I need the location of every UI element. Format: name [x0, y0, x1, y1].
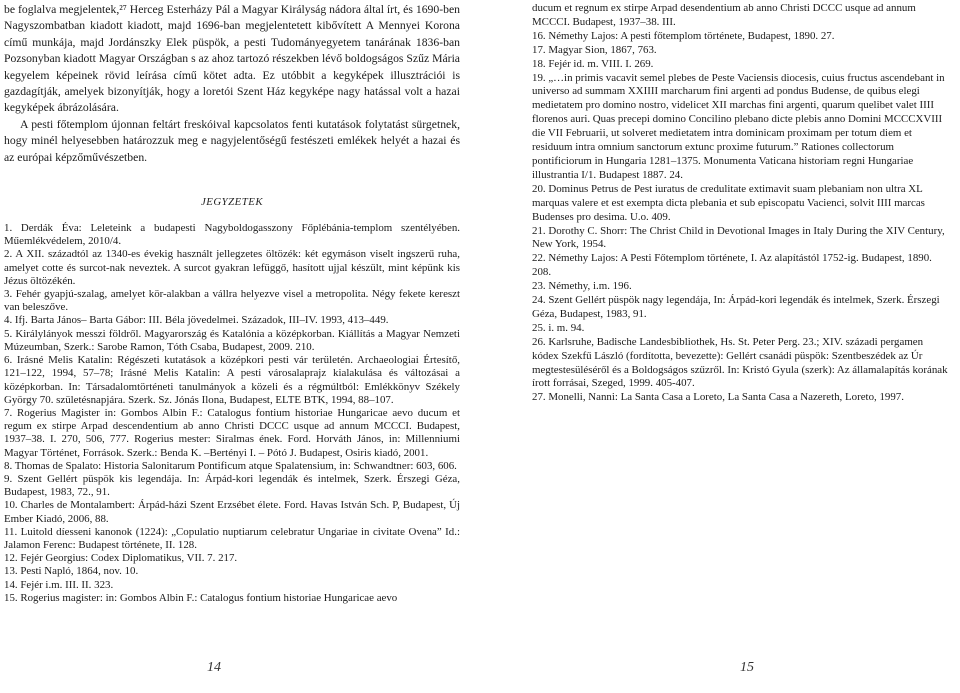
- note-item: 13. Pesti Napló, 1864, nov. 10.: [4, 565, 139, 578]
- body-paragraph-2: A pesti főtemplom újonnan feltárt freskóival kapcsolatos fenti kutatások folytatást sürgetnek, hogy minél helyesebben határozzuk meg e nagyjelentőségű festészeti emlékek helyét a hazai és az európai képzőművészetben.: [4, 117, 460, 164]
- note-item: 20. Dominus Petrus de Pest iuratus de credulitate extimavit suam plebaniam non ultra XL marquas valere et est exempta dicta plebania et sub episcopatu Vacienci, solvit IIII marcas Budenses pro desima. U.o. 409.: [532, 182, 925, 223]
- note-item: 27. Monelli, Nanni: La Santa Casa a Loreto, La Santa Casa a Nazereth, Loreto, 1997.: [532, 391, 904, 404]
- note-item: 24. Szent Gellért püspök nagy legendája, In: Árpád-kori legendák és intelmek, Szerk. Érszegi Géza, Budapest, 1983, 91.: [532, 294, 940, 320]
- notes-list-right: [532, 2, 950, 405]
- note-item: 8. Thomas de Spalato: Historia Salonitarum Pontificum atque Spalatensium, in: Schwandtner: 603, 606.: [4, 459, 457, 472]
- note-item: 18. Fejér id. m. VIII. I. 269.: [532, 57, 654, 70]
- note-item: 15. Rogerius magister: in: Gombos Albin F.: Catalogus fontium historiae Hungaricae aevo: [4, 591, 398, 604]
- note-item: ducum et regnum ex stirpe Arpad desendentium ab anno Christi DCCC usque ad annum MCCCI. Budapest, 1937–38. III.: [532, 2, 916, 28]
- note-item: 9. Szent Gellért püspök kis legendája. In: Árpád-kori legendák és intelmek, Szerk. Érszegi Géza, Budapest, 1983, 72., 91.: [4, 472, 460, 499]
- right-page: [480, 0, 960, 693]
- note-item: 4. Ifj. Barta János– Barta Gábor: III. Béla jövedelmei. Századok, III–IV. 1993, 413–449.: [4, 314, 389, 327]
- note-item: 3. Fehér gyapjú-szalag, amelyet kör-alakban a vállra helyezve visel a metropolita. Négy fekete kereszt van beleszőve.: [4, 288, 460, 314]
- body-paragraph-1: be foglalva megjelentek,²⁷ Herceg Esterházy Pál a Magyar Királyság nádora által írt, és 1690-ben Nagyszombatban kiadott kiadott, majd 1696-ban megjelentetett kibővített A Mennyei Korona című munkája, majd Jordánszky Elek püspök, a pesti Tudományegyetem tanárának 1836-ban Pozsonyban kiadott Magyar Országban s az ahoz tartozó részekben lévő boldogságos Szűz Mária kegyelem képeinek rövid leírása című kötet adta. Ez utóbbit a kegyképek illusztrációi is gazdagítják, amelyek bizonyítják, hogy a loretói Szent Ház kegyképe nagy hatással volt a hazai kegyképek ábrázolására.: [4, 3, 460, 115]
- note-item: 22. Némethy Lajos: A Pesti Főtemplom története, I. Az alapítástól 1752-ig. Budapest, 1890. 208.: [532, 252, 932, 279]
- notes-heading: JEGYZETEK: [200, 196, 264, 209]
- note-item: 1. Derdák Éva: Leleteink a budapesti Nagyboldogasszony Főplébánia-templom szentélyében. Műemlékvédelem, 2010/4.: [4, 222, 460, 248]
- note-item: 19. „…in primis vacavit semel plebes de Peste Vaciensis diocesis, cuius fructus ascendebant in universo ad summam XXIIII marcharum fini argenti ad pondus Budense, de quibus elegi medietatem pro domino nostro, videlicet XII marchas fini argenti, quarum quelibet valet IIII florenos auri. Quas precepi domino Concilino plebano dicte plebis anno Domini MCCCXVIII die VII Februarii, ut solveret medietatem intra dominicam proximam per totum diem et residuum intra omnium sanctorum extunc proxime futurum.” Rationes collectorum pontificiorum in Hungaria 1281–1375. Monumenta Vaticana historiam regni Hungariae illustrantia I/1. Budapest 1887. 24.: [532, 71, 945, 181]
- note-item: 14. Fejér i.m. III. II. 323.: [4, 578, 114, 591]
- note-item: 10. Charles de Montalambert: Árpád-házi Szent Erzsébet élete. Ford. Havas István Sch. P, Budapest, Új Ember Kiadó, 2006, 88.: [4, 499, 460, 525]
- notes-list-left: [4, 222, 460, 605]
- note-item: 11. Luitold díesseni kanonok (1224): „Copulatio nuptiarum celebratur Ungariae in civitate Ovena” Id.: Jalamon Ferenc: Budapest története, II. 128.: [4, 525, 460, 551]
- note-item: 7. Rogerius Magister in: Gombos Albin F.: Catalogus fontium historiae Hungaricae aevo ducum et regum ex stirpe Arpad descendentium ab anno Christi DCCC usque ad annum MCCCI. Budapest, 1937–38. I. 270, 506, 777. Rogerius mester: Siralmas ének. Ford. Horváth János, in: Millenniumi Magyar Történet, Források. Szerk.: Benda K. –Bertényi I. – Pótó J. Budapest, Osiris kiadó, 2001.: [4, 406, 460, 459]
- note-item: 25. i. m. 94.: [532, 321, 585, 334]
- note-item: 5. Királylányok messzi földről. Magyarország és Katalónia a középkorban. Kiállítás a Magyar Nemzeti Múzeumban, Szerk.: Sarobe Ramon, Tóth Csaba, Budapest, 2009. 210.: [4, 327, 460, 353]
- page-number-left: 14: [207, 660, 221, 675]
- note-item: 16. Némethy Lajos: A pesti főtemplom története, Budapest, 1890. 27.: [532, 29, 835, 42]
- note-item: 26. Karlsruhe, Badische Landesbibliothek, Hs. St. Peter Perg. 23.; XIV. századi pergamen kódex Szekfű László (fordította, bevezette): Gellért csanádi püspök: Szentbeszédek az Úr megtestesüléséről és a Boldogságos szűzről. In: Kristó Gyula (szerk): Az államalapítás korának írott forrásai, Szeged, 1999. 405-407.: [532, 335, 948, 390]
- note-item: 6. Irásné Melis Katalin: Régészeti kutatások a középkori pesti vár területén. Archaeologiai Értesítő, 121–122, 1994, 57–78; Irásné Melis Katalin: A pesti városalaprajz kialakulása és változásai a középkorban. In: Társadalomtörténeti tanulmányok a közeli és a régmúltból: Emlékkönyv Székely György 70. születésnapjára. Szerk. Sz. Jónás Ilona, Budapest, ELTE BTK, 1994, 88–107.: [4, 354, 460, 406]
- note-item: 2. A XII. századtól az 1340-es évekig használt jellegzetes öltözék: két egymáson viselt ingszerű ruha, amelyet cotte és surcot-nak neveztek. A surcot gyakran lefüggő, hasított ujjal készült, mint képünk kis Jézus öltözékén.: [4, 248, 460, 287]
- note-item: 17. Magyar Sion, 1867, 763.: [532, 43, 657, 56]
- note-item: 21. Dorothy C. Shorr: The Christ Child in Devotional Images in Italy During the XIV Century, New York, 1954.: [532, 224, 945, 251]
- note-item: 12. Fejér Georgius: Codex Diplomatikus, VII. 7. 217.: [4, 552, 238, 565]
- page-number-right: 15: [740, 660, 754, 675]
- note-item: 23. Némethy, i.m. 196.: [532, 280, 632, 293]
